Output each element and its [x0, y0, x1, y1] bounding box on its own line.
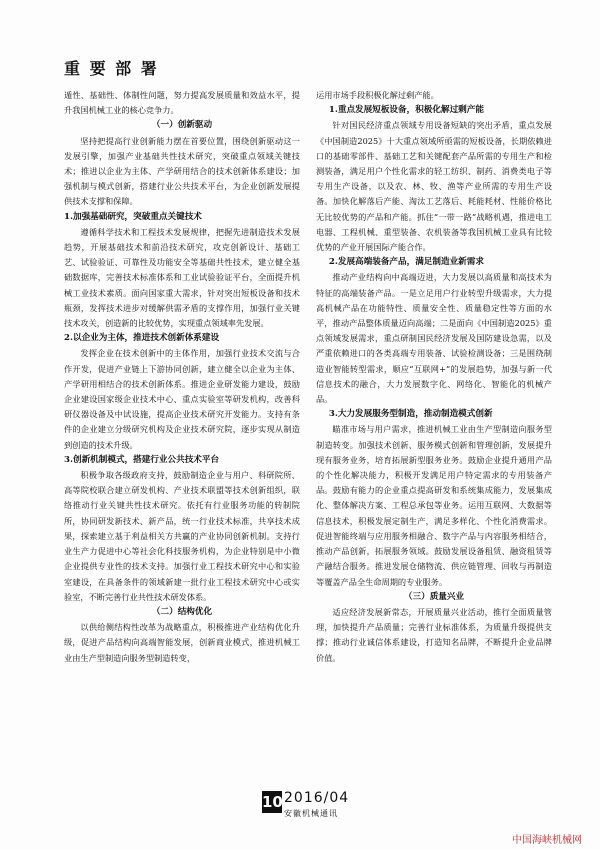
journal-name: 安徽机械通讯	[284, 809, 338, 818]
page-footer	[262, 791, 382, 821]
right-column	[316, 88, 552, 666]
paragraph: 坚持把提高行业创新能力摆在首要位置，围绕创新驱动这一发展引擎，加强产业基础共性技术研究，突破重点领域关键技术；推进以企业为主体、产学研用结合的技术创新体系建设；加强机制与模式创新，搭建行业公共技术平台，为企业创新发展提供技术支撑和保障。	[64, 135, 300, 207]
section-heading: （二）结构优化	[151, 606, 213, 617]
site-watermark: 中国海峡机械网	[512, 835, 582, 846]
section-heading: 3.创新机制模式，搭建行业公共技术平台	[64, 454, 220, 465]
paragraph: 运用市场手段积极化解过剩产能。	[316, 90, 439, 100]
section-heading: 1.加强基础研究，突破重点关键技术	[64, 211, 202, 222]
page-number: 10	[262, 793, 283, 811]
paragraph: 发挥企业在技术创新中的主体作用，加强行业技术交流与合作开发，促进产业链上下游协同创新，建立健全以企业为主体、产学研用相结合的技术创新体系。推进企业研发能力建设，鼓励企业建设国家级企业技术中心、重点实验室等研发机构，改善科研仪器设备及中试设施，提高企业技术研究开发能力。支持有条件的企业建立分级研究机构及企业技术研究院，逐步实现从制造到创造的技术升级。	[64, 348, 300, 450]
section-heading: 2.发展高端装备产品，满足制造业新需求	[328, 257, 484, 268]
section-title: 重 要 部 署	[64, 59, 159, 78]
section-heading: 1.重点发展短板设备，积极化解过剩产能	[328, 105, 484, 116]
issue-label: 2016/04	[284, 790, 350, 806]
paragraph: 针对国民经济重点领域专用设备短缺的突出矛盾，重点发展《中国制造2025》十大重点领域所亟需的短板设备，长期依赖进口的基础零部件、基础工艺和关键配套产品所需的专用生产和检测装备，满足用户个性化需求的轻工纺织、制药、消费类电子等专用生产设备，以及农、林、牧、渔等产业所需的专用生产设备。加快化解落后产能、淘汰工艺落后、耗能耗材、性能价格比无比较优势的产品和产能。抓住“一带一路”战略机遇，推进电工电器、工程机械、重型装备、农机装备等我国机械工业具有比较优势的产业开展国际产能合作。	[316, 120, 552, 253]
paragraph: 遁性、基础性、体制性问题，努力提高发展质量和效益水平，提升我国机械工业的核心竞争力。	[64, 90, 300, 116]
paragraph: 瞄准市场与用户需求，推进机械工业由生产型制造向服务型制造转变。加强技术创新、服务模式创新和管理创新，发展提升现有服务业务，培育拓展新型服务业务。鼓励企业提升通用产品的个性化解决能力，积极开发满足用户特定需求的专用装备产品。鼓励有能力的企业重点提高研发和系统集成能力，发展集成化、整体解决方案、工程总承包等业务。运用互联网、大数据等信息技术，积极发展定制生产，满足多样化、个性化消费需求。促进智能终端与应用服务相融合、数字产品与内容服务相结合，推动产品创新，拓展服务领域。鼓励发展设备租赁、融资租赁等产融结合服务。推进发展仓储物流、供应链管理、回收与再制造等覆盖产品全生命周期的专业服务。	[316, 424, 552, 587]
paragraph: 遵循科学技术和工程技术发展规律，把握先进制造技术发展趋势，开展基础技术和前沿技术研究，攻克创新设计、基础工艺、试验验证、可靠性及功能安全等基础共性技术，建立健全基础数据库，完善技术标准体系和工业试验验证平台，全面提升机械工业技术素质。面向国家重大需求，针对突出短板设备和技术瓶颈，发挥技术进步对缓解供需矛盾的支撑作用，加强行业关键技术攻关，创造新的比较优势，实现重点领域率先发展。	[64, 226, 300, 329]
section-heading: （三）质量兴业	[403, 591, 465, 602]
paragraph: 以供给侧结构性改革为战略重点，积极推进产业结构优化升级，促进产品结构向高端智能发展，创新商业模式，推进机械工业由生产型制造向服务型制造转变，	[64, 622, 300, 663]
section-heading: 2.以企业为主体，推进技术创新体系建设	[64, 333, 220, 344]
left-column	[64, 88, 300, 666]
paragraph: 推动产业结构向中高端迈进，大力发展以高质量和高技术为特征的高端装备产品。一是立足用户行业转型升级需求，大力提高机械产品在功能特性、质量安全性、质量稳定性等方面的水平，推动产品整体质量迈向高端；二是面向《中国制造2025》重点领域发展需求，重点研制国民经济发展及国防建设急需，以及严重依赖进口的各类高端专用装备、试验检测设备；三是围绕制造业智能转型需求，顺应“互联网+”的发展趋势，加强与新一代信息技术的融合，大力发展数字化、网络化、智能化的机械产品。	[316, 272, 552, 405]
paragraph: 适应经济发展新常态，开展质量兴业活动，推行全面质量管理，加快提升产品质量；完善行业标准体系，为质量升级提供支撑；推动行业诚信体系建设，打造知名品牌，不断提升企业品牌价值。	[316, 606, 552, 663]
paragraph: 积极争取各级政府支持，鼓励制造企业与用户、科研院所、高等院校联合建立研发机构、产业技术联盟等技术创新组织，联络推动行业关键共性技术研究。依托有行业服务功能的转制院所，协同研发新技术、新产品，统一行业技术标准，共享技术成果，探索建立基于利益相关方共赢的产业协同创新机制。支持行业生产力促进中心等社会化科技服务机构，为企业特别是中小微企业提供专业性的技术支持。加强行业工程技术研究中心和实验室建设，在具备条件的领域新建一批行业工程技术研究中心或实验室，不断完善行业共性技术研发体系。	[64, 470, 300, 602]
section-heading: 3.大力发展服务型制造，推动制造模式创新	[328, 409, 493, 420]
section-heading: （一）创新驱动	[151, 120, 213, 131]
